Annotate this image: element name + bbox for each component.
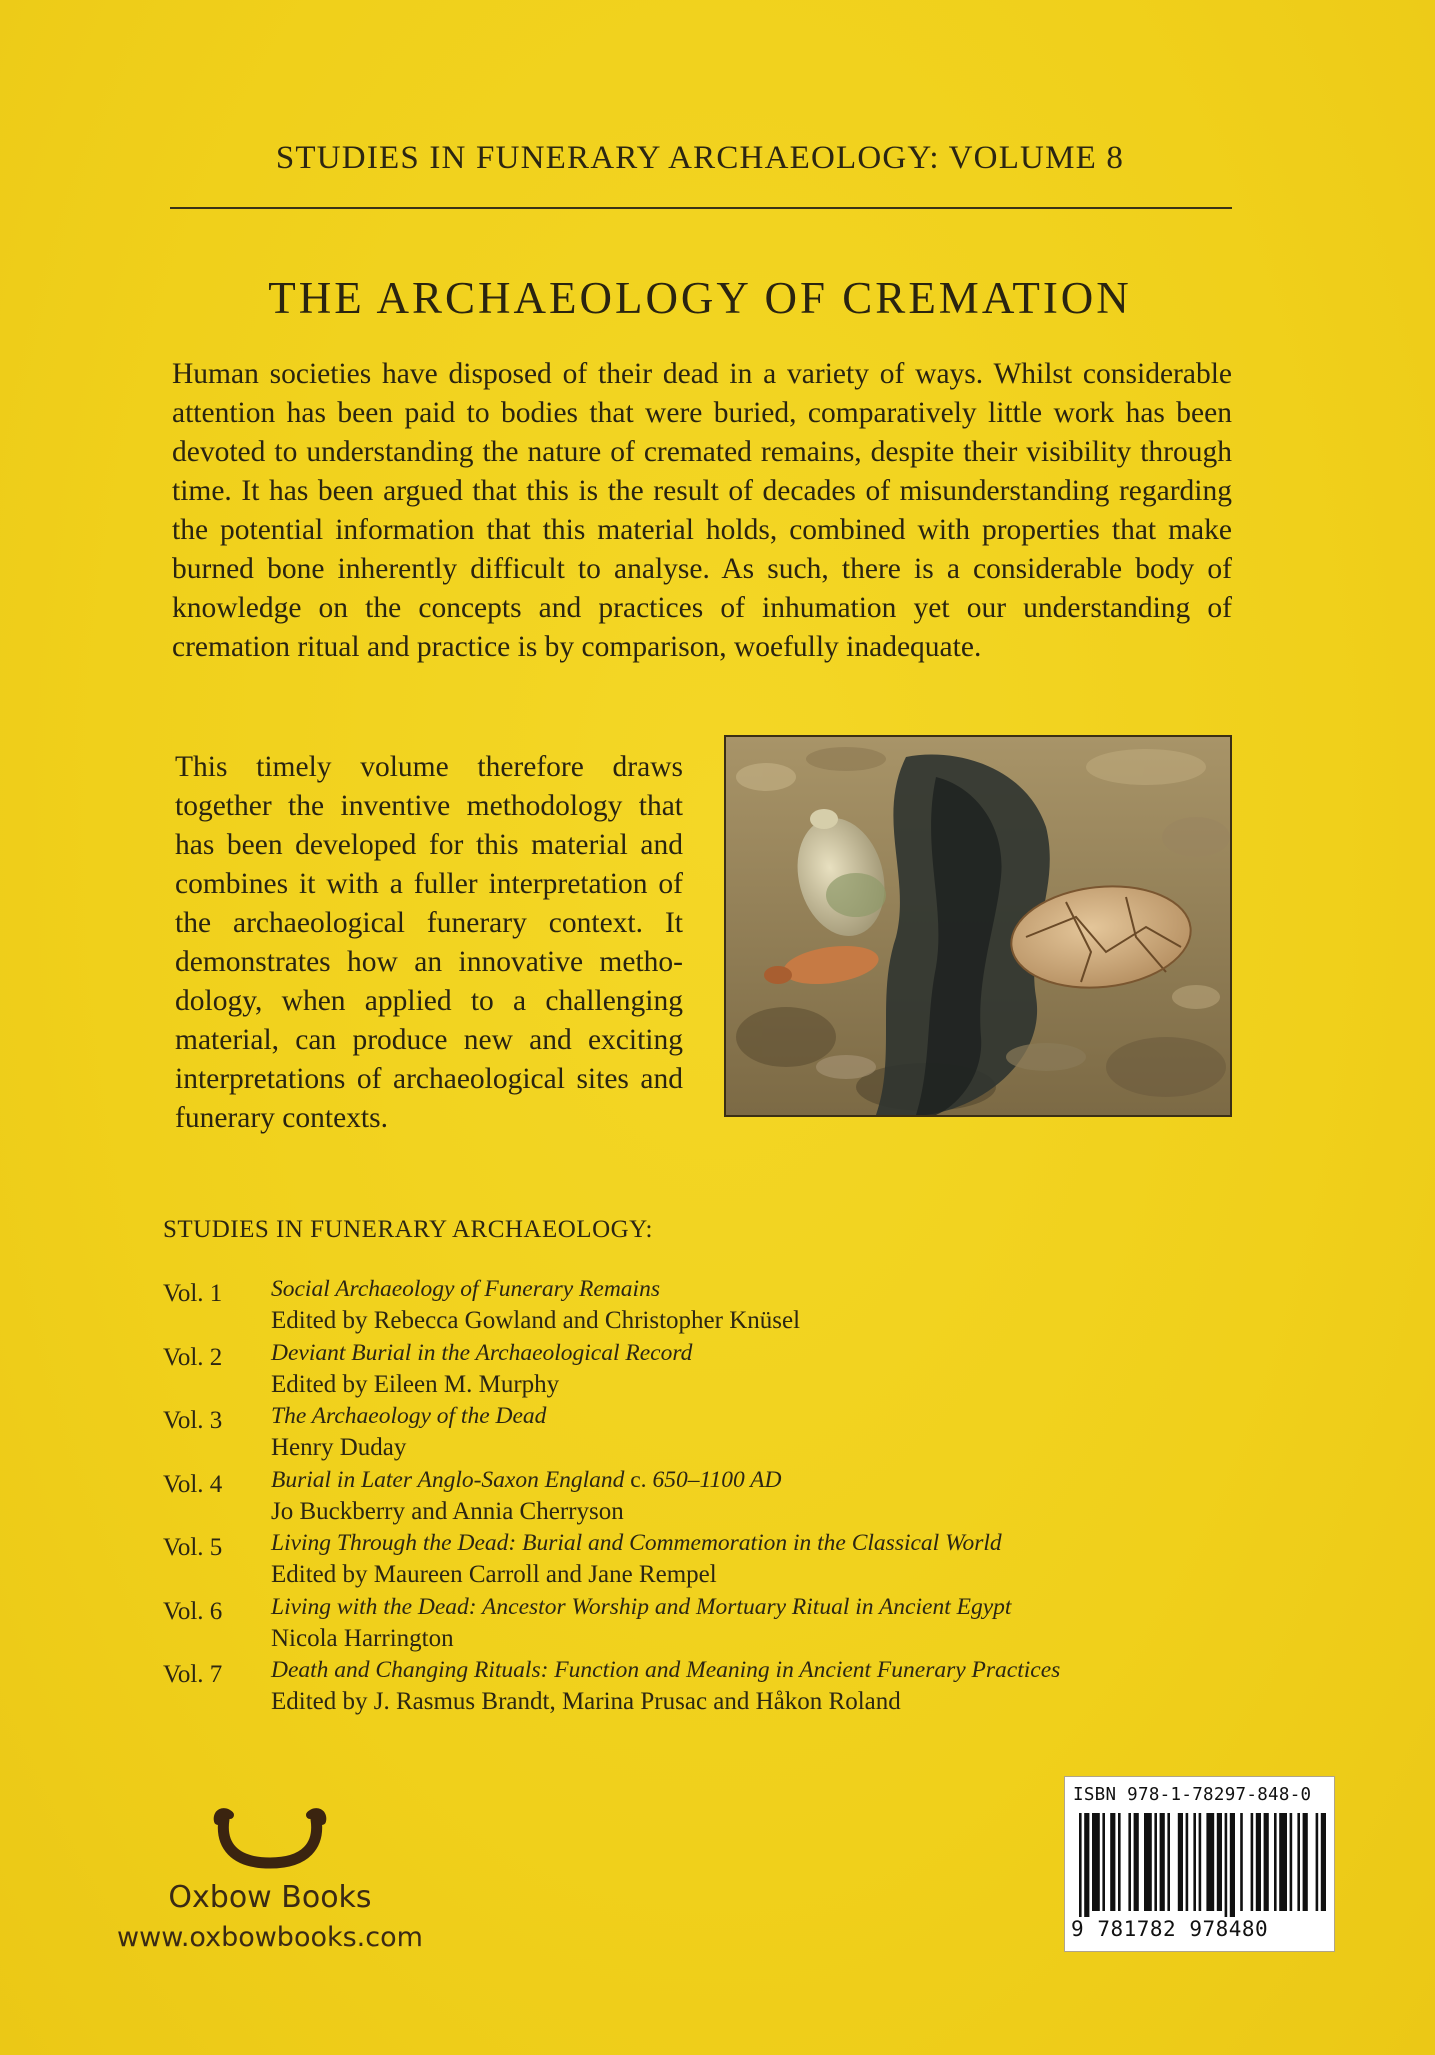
- volume-title-dates: 650–1100 AD: [652, 1466, 782, 1493]
- barcode-bar: [1217, 1813, 1222, 1911]
- volume-label: Vol. 7: [163, 1661, 223, 1688]
- description-paragraph-1: Human societies have disposed of their dead in a variety of ways. Whilst considerable attention has been paid to bodies that were buried, comparatively little work has been devoted to understanding the nature of cremated remains, despite their visibility through time. It has been argued that this is the result of decades of misunderstanding regarding the potential information that this material holds, combined with properties that make burned bone inherently difficult to analyse. As such, there is a considerable body of knowledge on the concepts and practices of inhumation yet our understanding of cremation ritual and practice is by comparison, woefully inadequate.: [172, 358, 1232, 663]
- volume-label: Vol. 1: [163, 1280, 223, 1307]
- barcode-bar: [1240, 1813, 1243, 1911]
- volume-list: [163, 1276, 1163, 1721]
- barcode-bar: [1178, 1813, 1183, 1911]
- barcode-bar: [1274, 1813, 1277, 1911]
- ox-horns-icon: [210, 1805, 330, 1875]
- barcode-bar: [1118, 1813, 1121, 1911]
- barcode-bar: [1079, 1813, 1082, 1917]
- book-title: THE ARCHAEOLOGY OF CREMATION: [268, 273, 1132, 323]
- volume-editor: Nicola Harrington: [271, 1624, 454, 1652]
- barcode-bar: [1297, 1813, 1300, 1911]
- volume-title: Deviant Burial in the Archaeological Record: [271, 1339, 693, 1366]
- barcode-bars: [1075, 1813, 1326, 1917]
- barcode-bar: [1110, 1813, 1115, 1911]
- publisher-name: Oxbow Books: [168, 1880, 372, 1915]
- volume-label: Vol. 5: [163, 1534, 223, 1561]
- volume-entry: [163, 1403, 1163, 1467]
- barcode-bar: [1092, 1813, 1100, 1911]
- series-header: STUDIES IN FUNERARY ARCHAEOLOGY: VOLUME 8: [275, 140, 1125, 176]
- barcode-bar: [1206, 1813, 1214, 1911]
- barcode-bar: [1144, 1813, 1152, 1911]
- barcode-bar: [1186, 1813, 1189, 1911]
- barcode-bar: [1303, 1813, 1308, 1911]
- volume-title-circa: c.: [624, 1466, 653, 1493]
- volume-title: [271, 1467, 781, 1494]
- volume-editor: Edited by Maureen Carroll and Jane Rempel: [271, 1561, 717, 1588]
- barcode-bar: [1290, 1813, 1293, 1911]
- barcode-bar: [1134, 1813, 1139, 1911]
- barcode-bar: [1128, 1813, 1131, 1911]
- volume-title: Social Archaeology of Funerary Remains: [271, 1276, 660, 1302]
- description-paragraph-2: This timely volume therefore draws together the inventive methodology that has been developed for this material and combines it with a fuller interpretation of the archaeological funerary context. It demonstrates how an innovative methodology, when applied to a challenging material, can produce new and exciting interpretations of archaeological sites and funerary contexts.: [175, 751, 683, 1134]
- volume-entry: [163, 1340, 1163, 1404]
- volume-title-main: Burial in Later Anglo-Saxon England: [271, 1466, 625, 1493]
- barcode-bar: [1264, 1813, 1269, 1911]
- barcode-bar: [1193, 1813, 1196, 1911]
- isbn-label: ISBN 978-1-78297-848-0: [1073, 1785, 1312, 1805]
- volume-editor: Edited by Eileen M. Murphy: [271, 1370, 560, 1398]
- volume-entry: [163, 1657, 1163, 1721]
- barcode-bar: [1084, 1813, 1089, 1917]
- barcode-digits-group-1: 781782: [1097, 1917, 1177, 1941]
- volume-editor: Edited by J. Rasmus Brandt, Marina Prusac and Håkon Roland: [271, 1688, 901, 1715]
- series-list-heading: STUDIES IN FUNERARY ARCHAEOLOGY:: [163, 1216, 653, 1243]
- publisher-url: www.oxbowbooks.com: [117, 1922, 423, 1953]
- volume-title: The Archaeology of the Dead: [271, 1403, 547, 1429]
- barcode-digit-first: 9: [1071, 1917, 1085, 1941]
- barcode-digits: [1071, 1917, 1268, 1941]
- volume-editor: Jo Buckberry and Annia Cherryson: [271, 1497, 624, 1525]
- volume-label: Vol. 2: [163, 1343, 223, 1371]
- volume-entry: [163, 1594, 1163, 1658]
- volume-label: Vol. 6: [163, 1597, 223, 1625]
- barcode-bar: [1167, 1813, 1170, 1911]
- barcode-bar: [1225, 1813, 1228, 1917]
- barcode-digits-group-2: 978480: [1189, 1917, 1269, 1941]
- volume-entry: [163, 1467, 1163, 1531]
- barcode-bar: [1279, 1813, 1287, 1911]
- barcode-bar: [1316, 1813, 1319, 1911]
- barcode-bar: [1256, 1813, 1261, 1911]
- barcode-bar: [1102, 1813, 1105, 1911]
- volume-label: Vol. 3: [163, 1407, 223, 1434]
- volume-title: Living with the Dead: Ancestor Worship and Mortuary Ritual in Ancient Egypt: [271, 1593, 1012, 1620]
- volume-label: Vol. 4: [163, 1470, 223, 1498]
- volume-title: Death and Changing Rituals: Function and Meaning in Ancient Funerary Practices: [271, 1657, 1061, 1683]
- volume-editor: Edited by Rebecca Gowland and Christopher Knüsel: [271, 1307, 801, 1334]
- volume-entry: [163, 1530, 1163, 1594]
- barcode-bar: [1230, 1813, 1235, 1917]
- excavation-photo-illustration: [726, 737, 1230, 1115]
- excavation-photo: [724, 735, 1232, 1117]
- barcode-bar: [1199, 1813, 1202, 1911]
- volume-editor: Henry Duday: [271, 1434, 407, 1461]
- barcode-bar: [1154, 1813, 1157, 1911]
- barcode-bar: [1160, 1813, 1165, 1911]
- isbn-barcode: [1064, 1776, 1335, 1952]
- barcode-bar: [1321, 1813, 1326, 1911]
- volume-title: Living Through the Dead: Burial and Commemoration in the Classical World: [271, 1530, 1002, 1556]
- volume-entry: [163, 1276, 1163, 1340]
- header-divider: [170, 207, 1232, 209]
- barcode-bar: [1251, 1813, 1254, 1911]
